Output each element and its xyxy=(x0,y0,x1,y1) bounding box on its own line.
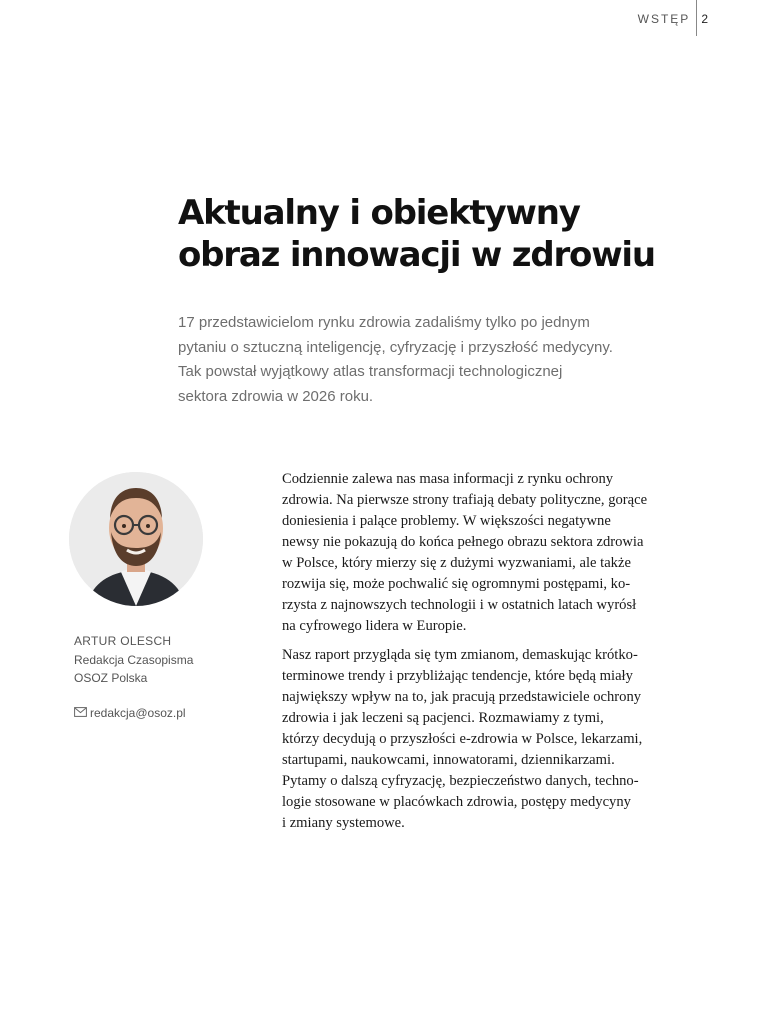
p2-line: i zmiany systemowe. xyxy=(282,815,405,831)
p2-line: największy wpływ na to, jak pracują przedstawiciele ochrony xyxy=(282,689,642,705)
lead-paragraph xyxy=(178,311,708,409)
p1-line: rzysta z najnowszych technologii i w ostatnich latach wyrósł xyxy=(282,597,637,613)
page-number: 2 xyxy=(701,12,708,26)
author-email-text[interactable]: redakcja@osoz.pl xyxy=(90,706,186,720)
p1-line: Codziennie zalewa nas masa informacji z rynku ochrony xyxy=(282,471,614,487)
body-paragraph-1 xyxy=(282,469,698,637)
author-email[interactable] xyxy=(74,706,186,720)
p1-line: zdrowia. Na pierwsze strony trafiają debaty polityczne, gorące xyxy=(282,492,648,508)
body-paragraph-2 xyxy=(282,645,698,834)
author-org-line-1: Redakcja Czasopisma xyxy=(74,653,194,667)
title-line-2: obraz innowacji w zdrowiu xyxy=(178,235,655,275)
author-organization xyxy=(74,652,193,687)
header-divider xyxy=(696,0,697,36)
p2-line: Nasz raport przygląda się tym zmianom, demaskując krótko- xyxy=(282,647,638,663)
page-title xyxy=(178,192,718,276)
p1-line: na cyfrowego lidera w Europie. xyxy=(282,618,467,634)
title-line-1: Aktualny i obiektywny xyxy=(178,193,580,233)
p2-line: zdrowia i jak leczeni są pacjenci. Rozmawiamy z tymi, xyxy=(282,710,604,726)
author-name: ARTUR OLESCH xyxy=(74,634,172,648)
lead-line-2: pytaniu o sztuczną inteligencję, cyfryzację i przyszłość medycyny. xyxy=(178,338,613,356)
section-label: WSTĘP xyxy=(637,12,691,26)
page-header xyxy=(638,0,708,36)
author-org-line-2: OSOZ Polska xyxy=(74,670,148,685)
envelope-icon xyxy=(74,706,87,720)
lead-line-3: Tak powstał wyjątkowy atlas transformacji technologicznej xyxy=(178,363,563,380)
p2-line: którzy decydują o przyszłości e-zdrowia w Polsce, lekarzami, xyxy=(282,731,643,747)
article-body xyxy=(282,469,698,842)
lead-line-1: 17 przedstawicielom rynku zdrowia zadaliśmy tylko po jednym xyxy=(178,314,590,331)
p2-line: Pytamy o dalszą cyfryzację, bezpieczeństwo danych, techno- xyxy=(282,773,639,789)
author-photo xyxy=(69,472,203,606)
author-portrait-illustration xyxy=(69,472,203,606)
p1-line: w Polsce, który mierzy się z dużymi wyzwaniami, ale także xyxy=(282,555,631,571)
lead-line-4: sektora zdrowia w 2026 roku. xyxy=(178,387,374,405)
p1-line: doniesienia i palące problemy. W większości negatywne xyxy=(282,513,611,529)
p2-line: startupami, naukowcami, innowatorami, dziennikarzami. xyxy=(282,752,615,768)
p1-line: rozwija się, może pochwalić się ogromnymi postępami, ko- xyxy=(282,576,631,592)
p2-line: logie stosowane w placówkach zdrowia, postępy medycyny xyxy=(282,794,631,810)
p1-line: newsy nie pokazują do końca pełnego obrazu sektora zdrowia xyxy=(282,534,644,550)
p2-line: terminowe trendy i przybliżając tendencje, które będą miały xyxy=(282,668,633,684)
